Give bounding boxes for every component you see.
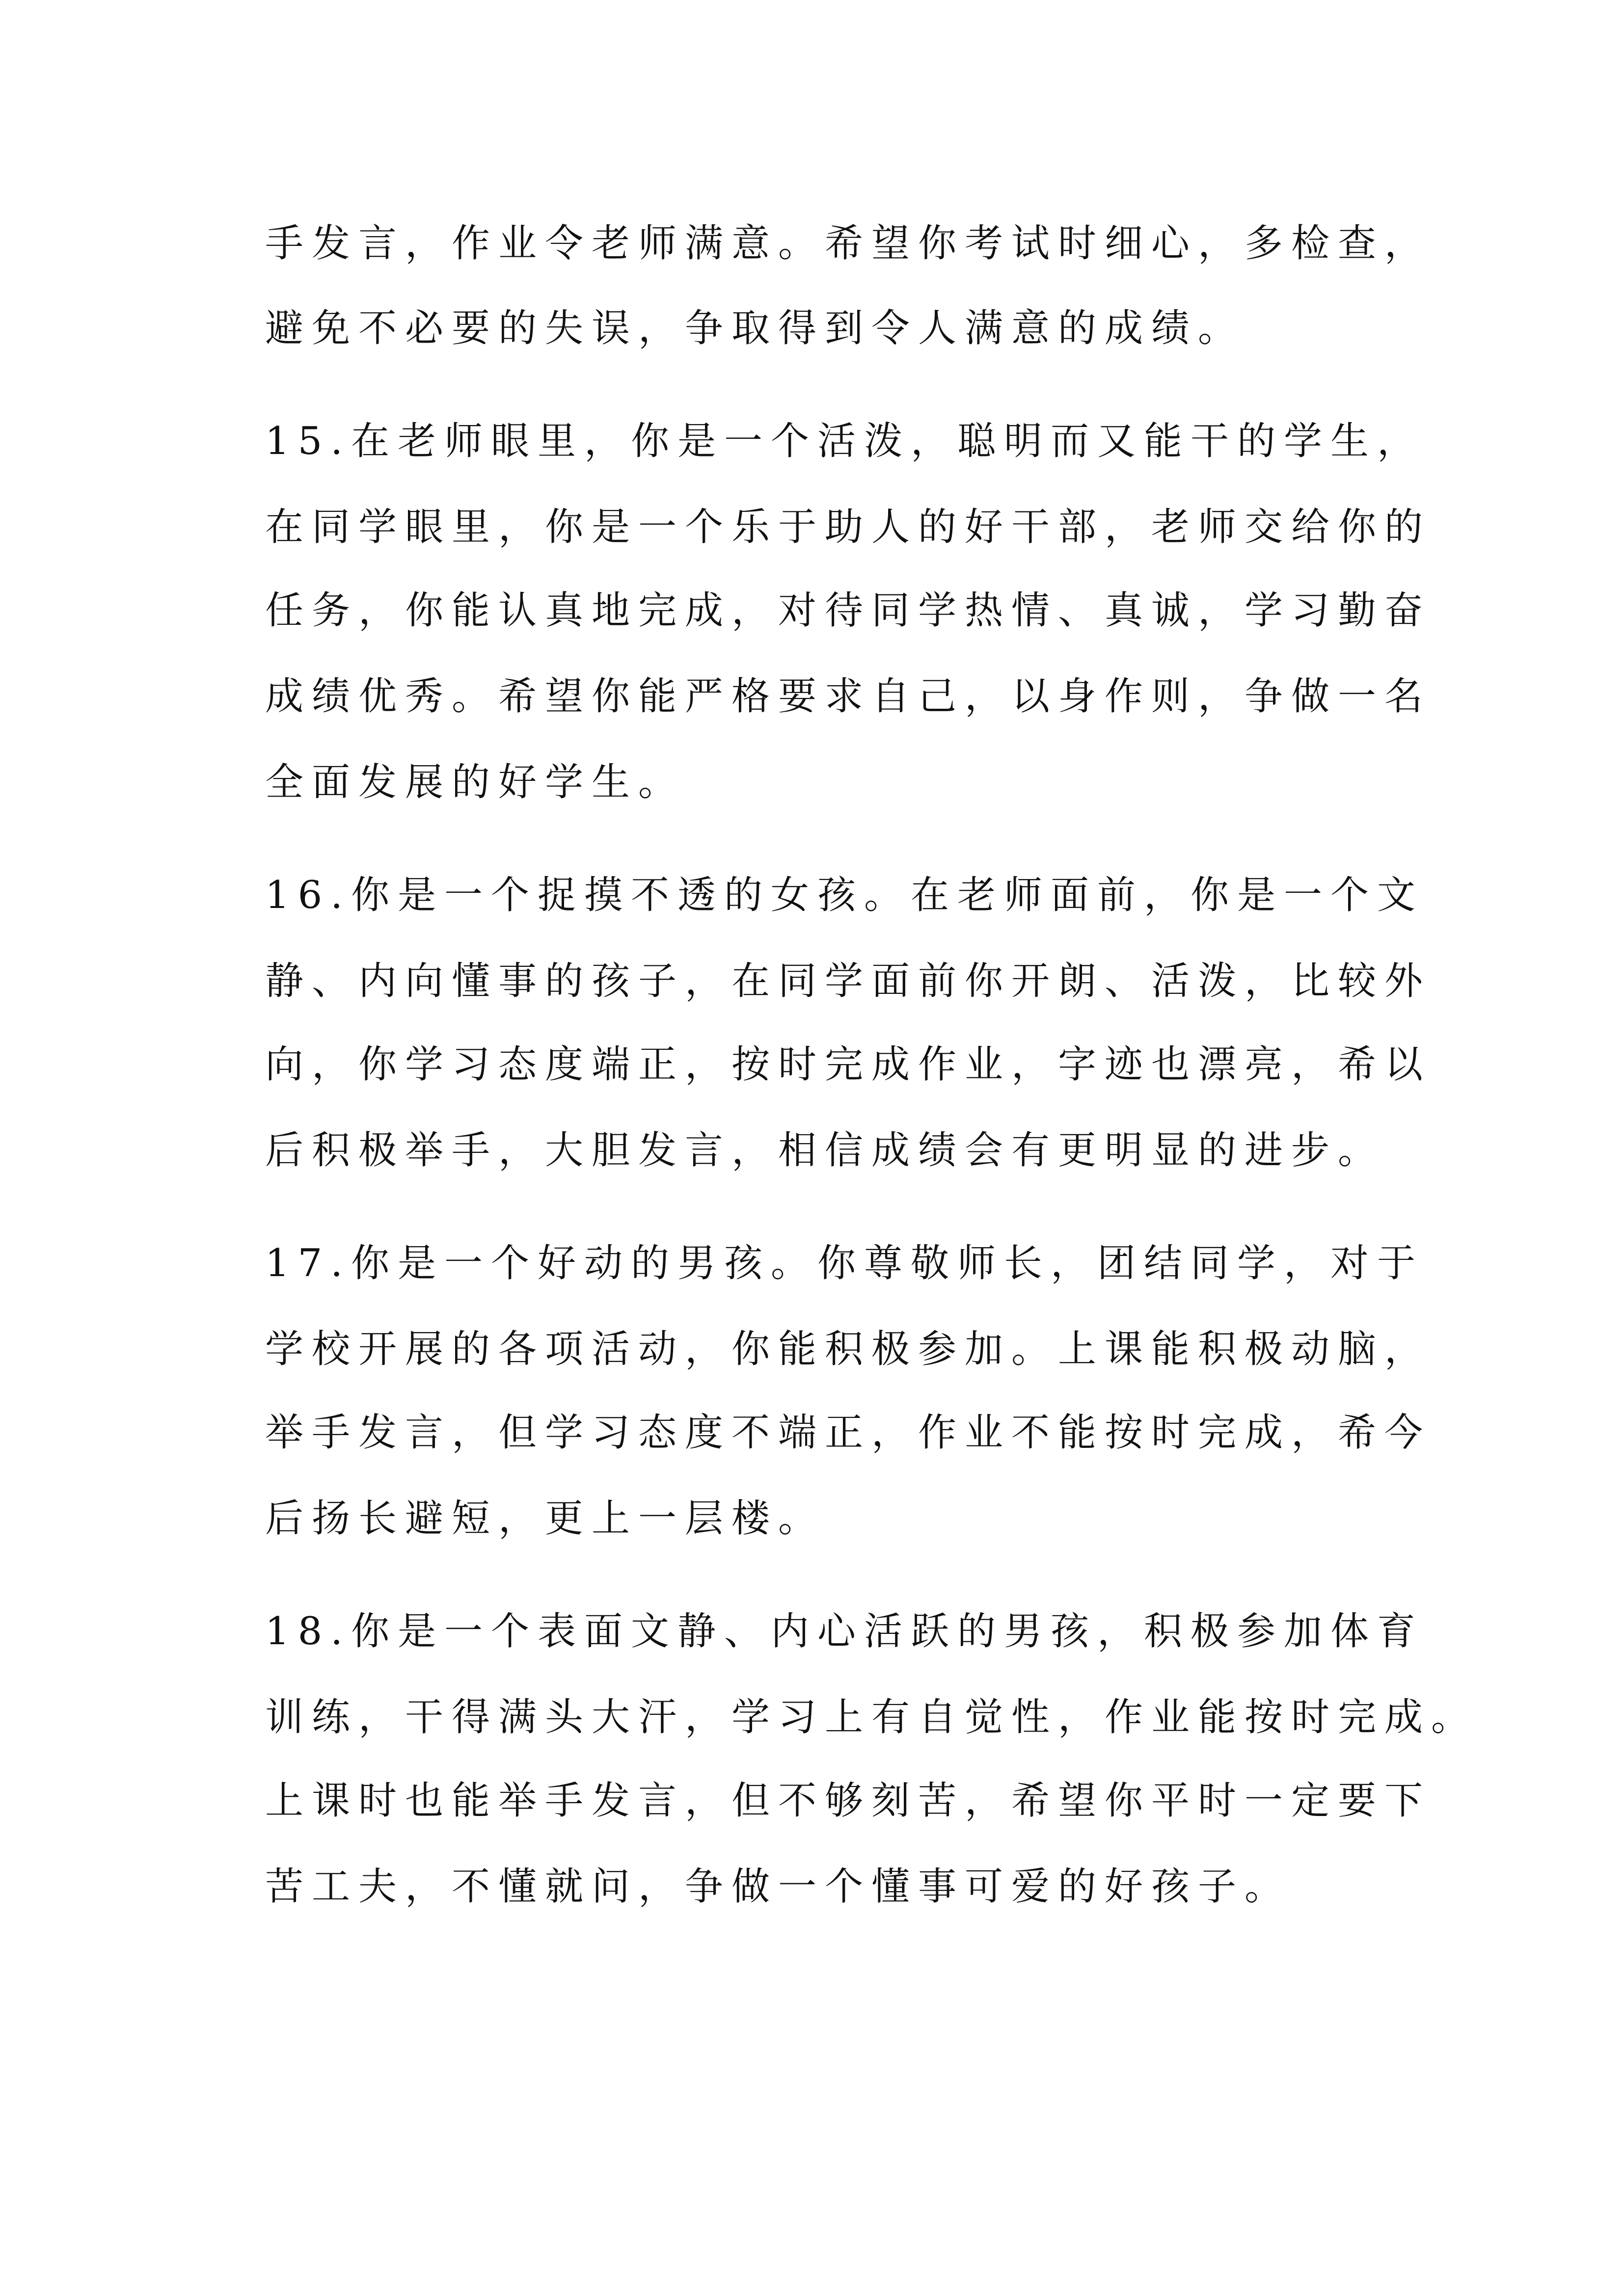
text-line: 17.你是一个好动的男孩。你尊敬师长，团结同学，对于 — [265, 1241, 1424, 1285]
text-line: 18.你是一个表面文静、内心活跃的男孩，积极参加体育 — [265, 1609, 1424, 1654]
text-line: 静、内向懂事的孩子，在同学面前你开朗、活泼，比较外 — [265, 959, 1432, 1003]
text-line: 苦工夫，不懂就问，争做一个懂事可爱的好孩子。 — [265, 1865, 1292, 1909]
text-line: 在同学眼里，你是一个乐于助人的好干部，老师交给你的 — [265, 505, 1432, 549]
text-line: 15.在老师眼里，你是一个活泼，聪明而又能干的学生， — [265, 419, 1424, 463]
text-line: 手发言，作业令老师满意。希望你考试时细心，多检查， — [265, 221, 1432, 266]
text-line: 全面发展的好学生。 — [265, 760, 685, 804]
text-line: 举手发言，但学习态度不端正，作业不能按时完成，希今 — [265, 1411, 1432, 1455]
text-line: 后扬长避短，更上一层楼。 — [265, 1496, 825, 1541]
text-line: 成绩优秀。希望你能严格要求自己，以身作则，争做一名 — [265, 674, 1432, 719]
text-line: 上课时也能举手发言，但不够刻苦，希望你平时一定要下 — [265, 1779, 1432, 1823]
text-line: 任务，你能认真地完成，对待同学热情、真诚，学习勤奋 — [265, 588, 1432, 633]
text-line: 后积极举手，大胆发言，相信成绩会有更明显的进步。 — [265, 1128, 1385, 1173]
text-line: 训练，干得满头大汗，学习上有自觉性，作业能按时完成。 — [265, 1695, 1478, 1739]
text-line: 向，你学习态度端正，按时完成作业，字迹也漂亮，希以 — [265, 1042, 1432, 1087]
text-line: 16.你是一个捉摸不透的女孩。在老师面前，你是一个文 — [265, 873, 1424, 917]
text-line: 避免不必要的失误，争取得到令人满意的成绩。 — [265, 306, 1245, 350]
text-line: 学校开展的各项活动，你能积极参加。上课能积极动脑， — [265, 1327, 1432, 1371]
